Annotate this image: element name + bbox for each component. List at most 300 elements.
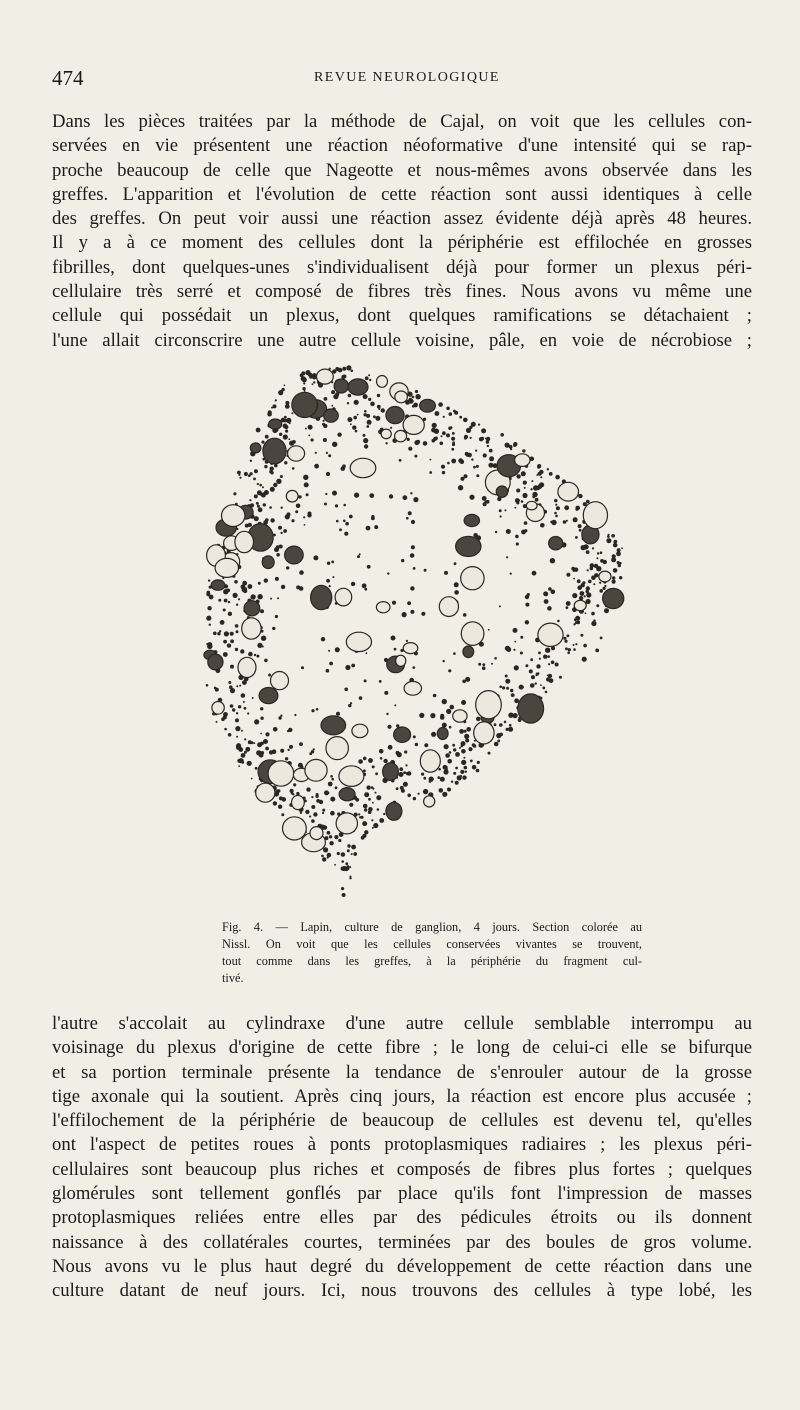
stain-dot: [521, 500, 524, 503]
stain-dot: [241, 730, 243, 732]
stain-dot: [603, 587, 606, 590]
stain-dot: [327, 562, 330, 565]
nerve-cell: [396, 655, 406, 666]
stain-dot: [308, 425, 313, 430]
stain-dot: [386, 713, 388, 715]
stain-dot: [235, 726, 240, 731]
stain-dot: [454, 582, 459, 587]
stain-dot: [359, 553, 361, 555]
stain-dot: [287, 730, 289, 732]
nerve-cell: [403, 643, 418, 654]
nerve-cell: [439, 597, 458, 617]
stain-dot: [410, 401, 413, 404]
stain-dot: [476, 769, 480, 773]
stain-dot: [354, 493, 359, 498]
stain-dot: [406, 640, 408, 642]
stain-dot: [230, 665, 234, 669]
stain-dot: [470, 437, 472, 439]
stain-dot: [515, 535, 519, 539]
stain-dot: [404, 750, 407, 753]
stain-dot: [206, 592, 210, 596]
stain-dot: [362, 821, 367, 826]
stain-dot: [233, 492, 236, 495]
stain-dot: [516, 542, 519, 545]
stain-dot: [275, 399, 277, 401]
stain-dot: [387, 725, 391, 729]
stain-dot: [224, 599, 228, 603]
stain-dot: [284, 416, 287, 419]
stain-dot: [329, 841, 333, 845]
stain-dot: [342, 367, 346, 371]
stain-dot: [312, 383, 314, 385]
stain-dot: [347, 844, 350, 847]
stain-dot: [611, 534, 615, 538]
stain-dot: [341, 852, 346, 857]
nerve-cell: [250, 443, 261, 453]
stain-dot: [413, 403, 418, 408]
stain-dot: [250, 594, 255, 599]
stain-dot: [442, 471, 445, 474]
stain-dot: [241, 693, 246, 698]
stain-dot: [348, 704, 351, 707]
stain-dot: [368, 398, 371, 401]
stain-dot: [591, 575, 596, 580]
stain-dot: [477, 761, 480, 764]
stain-dot: [264, 490, 269, 495]
stain-dot: [325, 493, 327, 495]
stain-dot: [253, 478, 256, 481]
stain-dot: [364, 808, 367, 811]
stain-dot: [487, 445, 489, 447]
stain-dot: [467, 453, 472, 458]
stain-dot: [285, 514, 290, 519]
text-line: naissance à des collatérales courtes, terminées par des boules de gros volume.: [52, 1231, 752, 1253]
stain-dot: [421, 612, 425, 616]
stain-dot: [326, 579, 330, 583]
stain-dot: [264, 578, 268, 582]
stain-dot: [390, 427, 392, 429]
nerve-cell: [437, 728, 448, 740]
stain-dot: [269, 750, 273, 754]
stain-dot: [449, 726, 452, 729]
stain-dot: [234, 580, 238, 584]
stain-dot: [303, 516, 305, 518]
stain-dot: [284, 425, 288, 429]
stain-dot: [464, 474, 468, 478]
stain-dot: [414, 455, 417, 458]
stain-dot: [322, 423, 325, 426]
stain-dot: [545, 691, 548, 694]
stain-dot: [232, 708, 235, 711]
stain-dot: [311, 805, 315, 809]
stain-dot: [478, 663, 481, 666]
stain-dot: [278, 526, 282, 530]
stain-dot: [464, 734, 469, 739]
stain-dot: [270, 487, 275, 492]
stain-dot: [525, 595, 529, 599]
stain-dot: [471, 458, 473, 460]
stain-dot: [424, 569, 427, 572]
stain-dot: [524, 487, 526, 489]
stain-dot: [357, 414, 359, 416]
nerve-cell: [334, 379, 348, 393]
stain-dot: [432, 423, 437, 428]
stain-dot: [446, 709, 451, 714]
page-number: 474: [52, 66, 84, 90]
stain-dot: [335, 786, 338, 789]
stain-dot: [537, 488, 539, 490]
stain-dot: [256, 428, 261, 433]
stain-dot: [566, 520, 568, 522]
stain-dot: [321, 637, 325, 641]
stain-dot: [389, 494, 393, 498]
stain-dot: [309, 376, 312, 379]
stain-dot: [448, 427, 451, 430]
stain-dot: [347, 849, 350, 852]
nerve-cell: [269, 419, 282, 429]
stain-dot: [401, 789, 405, 793]
stain-dot: [334, 864, 336, 866]
text-line: glomérules sont tellement gonflés par place qu'ils font l'impression de masses: [52, 1183, 752, 1205]
nerve-cell: [259, 688, 278, 704]
stain-dot: [348, 394, 352, 398]
stain-dot: [227, 643, 231, 647]
stain-dot: [299, 586, 304, 591]
stain-dot: [244, 751, 247, 754]
stain-dot: [461, 749, 466, 754]
text-line: proche beaucoup de celle que Nageotte et nous-mêmes avons observée dans les: [52, 159, 752, 181]
stain-dot: [545, 648, 550, 653]
stain-dot: [457, 775, 462, 780]
stain-dot: [350, 876, 352, 878]
stain-dot: [415, 743, 418, 746]
stain-dot: [328, 650, 330, 652]
stain-dot: [228, 612, 232, 616]
running-header: [52, 66, 752, 96]
stain-dot: [407, 438, 410, 441]
stain-dot: [464, 437, 467, 440]
stain-dot: [368, 758, 373, 763]
stain-dot: [376, 795, 381, 800]
stain-dot: [366, 425, 369, 428]
stain-dot: [444, 571, 448, 575]
stain-dot: [256, 750, 261, 755]
stain-dot: [285, 757, 288, 760]
stain-dot: [277, 597, 279, 599]
stain-dot: [543, 591, 548, 596]
stain-dot: [371, 517, 375, 521]
stain-dot: [344, 688, 348, 692]
nerve-cell: [346, 632, 371, 651]
stain-dot: [470, 760, 473, 763]
stain-dot: [255, 767, 258, 770]
stain-dot: [363, 434, 366, 437]
stain-dot: [263, 503, 266, 506]
stain-dot: [515, 507, 517, 509]
stain-dot: [383, 813, 385, 815]
nerve-cell: [305, 759, 327, 781]
stain-dot: [322, 812, 324, 814]
text-line: protoplasmiques reliées entre elles par des pédicules étroits ou ils donnent: [52, 1207, 752, 1229]
stain-dot: [555, 504, 557, 506]
text-line: greffes. L'apparition et l'évolution de cette réaction sont aussi identiques à celle: [52, 183, 752, 205]
nerve-cell: [376, 602, 390, 613]
text-line: l'autre s'accolait au cylindraxe d'une autre cellule semblable interrompu au: [52, 1013, 752, 1034]
stain-dot: [283, 529, 287, 533]
stain-dot: [229, 685, 233, 689]
stain-dot: [506, 687, 509, 690]
stain-dot: [315, 795, 318, 798]
stain-dot: [544, 599, 549, 604]
stain-dot: [554, 499, 557, 502]
stain-dot: [472, 743, 476, 747]
stain-dot: [334, 835, 338, 839]
stain-dot: [355, 430, 358, 433]
stain-dot: [265, 518, 269, 522]
stain-dot: [380, 757, 383, 760]
stain-dot: [596, 557, 598, 559]
stain-dot: [372, 765, 375, 768]
nerve-cell: [394, 727, 411, 742]
nerve-cell: [212, 702, 224, 715]
stain-dot: [555, 663, 559, 667]
stain-dot: [452, 744, 455, 747]
stain-dot: [408, 447, 412, 451]
stain-dot: [423, 789, 428, 794]
histology-figure: [178, 352, 648, 914]
stain-dot: [316, 708, 319, 711]
stain-dot: [617, 561, 620, 564]
stain-dot: [383, 759, 387, 763]
stain-dot: [338, 368, 343, 373]
paragraph-top: [52, 110, 752, 353]
stain-dot: [575, 616, 580, 621]
stain-dot: [322, 809, 325, 812]
nerve-cell: [285, 546, 304, 564]
stain-dot: [415, 390, 418, 393]
stain-dot: [270, 598, 272, 600]
stain-dot: [351, 845, 356, 850]
stain-dot: [516, 489, 520, 493]
stain-dot: [481, 437, 485, 441]
stain-dot: [305, 810, 309, 814]
stain-dot: [540, 684, 542, 686]
stain-dot: [483, 502, 487, 506]
stain-dot: [261, 441, 264, 444]
stain-dot: [275, 615, 278, 618]
nerve-cell: [474, 722, 494, 744]
stain-dot: [299, 742, 303, 746]
stain-dot: [585, 612, 587, 614]
stain-dot: [276, 479, 281, 484]
stain-dot: [413, 666, 416, 669]
stain-dot: [539, 470, 543, 474]
stain-dot: [464, 766, 468, 770]
stain-dot: [385, 442, 387, 444]
stain-dot: [284, 385, 286, 387]
stain-dot: [502, 686, 505, 689]
stain-dot: [592, 547, 594, 549]
stain-dot: [342, 893, 346, 897]
nerve-cell: [339, 788, 355, 801]
stain-dot: [349, 515, 353, 519]
stain-dot: [337, 433, 341, 437]
stain-dot: [548, 663, 550, 665]
stain-dot: [345, 522, 349, 526]
stain-dot: [540, 523, 545, 528]
stain-dot: [265, 732, 269, 736]
stain-dot: [450, 705, 455, 710]
stain-dot: [442, 699, 447, 704]
stain-dot: [291, 792, 294, 795]
stain-dot: [504, 509, 506, 511]
stain-dot: [443, 660, 445, 662]
nerve-cell: [310, 827, 323, 840]
stain-dot: [278, 716, 281, 719]
stain-dot: [513, 442, 517, 446]
stain-dot: [471, 422, 476, 427]
stain-dot: [433, 694, 437, 698]
stain-dot: [235, 648, 238, 651]
stain-dot: [252, 697, 254, 699]
stain-dot: [594, 564, 598, 568]
ganglion-section-drawing: [178, 352, 648, 914]
stain-dot: [476, 717, 481, 722]
stain-dot: [468, 747, 472, 751]
stain-dot: [494, 657, 497, 660]
stain-dot: [586, 500, 590, 504]
stain-dot: [306, 787, 310, 791]
stain-dot: [278, 805, 282, 809]
stain-dot: [353, 852, 357, 856]
stain-dot: [466, 428, 471, 433]
stain-dot: [314, 464, 319, 469]
stain-dot: [238, 765, 240, 767]
stain-dot: [360, 816, 363, 819]
stain-dot: [245, 747, 250, 752]
stain-dot: [358, 813, 360, 815]
nerve-cell: [268, 761, 294, 786]
stain-dot: [332, 491, 337, 496]
stain-dot: [264, 659, 268, 663]
stain-dot: [525, 603, 529, 607]
stain-dot: [407, 794, 411, 798]
stain-dot: [421, 773, 424, 776]
stain-dot: [230, 704, 234, 708]
stain-dot: [584, 595, 586, 597]
stain-dot: [453, 410, 456, 413]
stain-dot: [499, 509, 502, 512]
stain-dot: [371, 819, 373, 821]
nerve-cell: [404, 681, 421, 695]
stain-dot: [522, 493, 527, 498]
stain-dot: [559, 676, 562, 679]
nerve-cell: [235, 531, 254, 552]
stain-dot: [248, 584, 253, 589]
stain-dot: [287, 749, 289, 751]
stain-dot: [366, 526, 371, 531]
stain-dot: [588, 580, 592, 584]
stain-dot: [532, 571, 537, 576]
caption-line: Fig. 4. — Lapin, culture de ganglion, 4 jours. Section colorée au: [222, 920, 642, 934]
stain-dot: [368, 798, 371, 801]
stain-dot: [235, 718, 239, 722]
nerve-cell: [292, 795, 305, 809]
stain-dot: [363, 757, 367, 761]
stain-dot: [354, 400, 359, 405]
stain-dot: [591, 612, 595, 616]
stain-dot: [473, 466, 476, 469]
stain-dot: [465, 739, 469, 743]
stain-dot: [311, 796, 313, 798]
stain-dot: [446, 433, 450, 437]
stain-dot: [530, 658, 533, 661]
nerve-cell: [335, 588, 352, 606]
stain-dot: [236, 745, 241, 750]
stain-dot: [411, 545, 415, 549]
stain-dot: [461, 741, 466, 746]
nerve-cell: [461, 622, 484, 646]
stain-dot: [407, 771, 411, 775]
stain-dot: [600, 637, 603, 640]
stain-dot: [265, 747, 269, 751]
stain-dot: [449, 412, 453, 416]
stain-dot: [209, 624, 211, 626]
stain-dot: [364, 410, 367, 413]
text-line: et sa portion terminale présente la tendance de s'enrouler autour de la grosse: [52, 1061, 752, 1083]
nerve-cell: [317, 369, 334, 384]
stain-dot: [236, 604, 238, 606]
stain-dot: [399, 772, 404, 777]
stain-dot: [223, 715, 227, 719]
stain-dot: [619, 576, 622, 579]
stain-dot: [547, 606, 552, 611]
stain-dot: [621, 547, 623, 549]
nerve-cell: [424, 796, 435, 807]
stain-dot: [332, 442, 337, 447]
stain-dot: [415, 394, 420, 399]
stain-dot: [233, 593, 238, 598]
stain-dot: [301, 376, 306, 381]
stain-dot: [275, 577, 279, 581]
stain-dot: [286, 566, 289, 569]
stain-dot: [583, 644, 587, 648]
stain-dot: [207, 606, 211, 610]
stain-dot: [363, 804, 368, 809]
nerve-cell: [352, 724, 368, 737]
stain-dot: [250, 460, 252, 462]
stain-dot: [349, 866, 351, 868]
stain-dot: [500, 515, 502, 517]
stain-dot: [465, 677, 470, 682]
stain-dot: [464, 730, 467, 733]
stain-dot: [343, 375, 347, 379]
stain-dot: [323, 420, 325, 422]
stain-dot: [448, 669, 451, 672]
stain-dot: [311, 750, 314, 753]
stain-dot: [447, 462, 450, 465]
stain-dot: [430, 713, 435, 718]
stain-dot: [330, 797, 335, 802]
nerve-cell: [215, 558, 238, 577]
stain-dot: [575, 621, 578, 624]
stain-dot: [292, 467, 295, 470]
stain-dot: [251, 778, 253, 780]
stain-dot: [438, 768, 441, 771]
stain-dot: [613, 543, 618, 548]
nerve-cell: [403, 415, 424, 434]
stain-dot: [413, 567, 416, 570]
